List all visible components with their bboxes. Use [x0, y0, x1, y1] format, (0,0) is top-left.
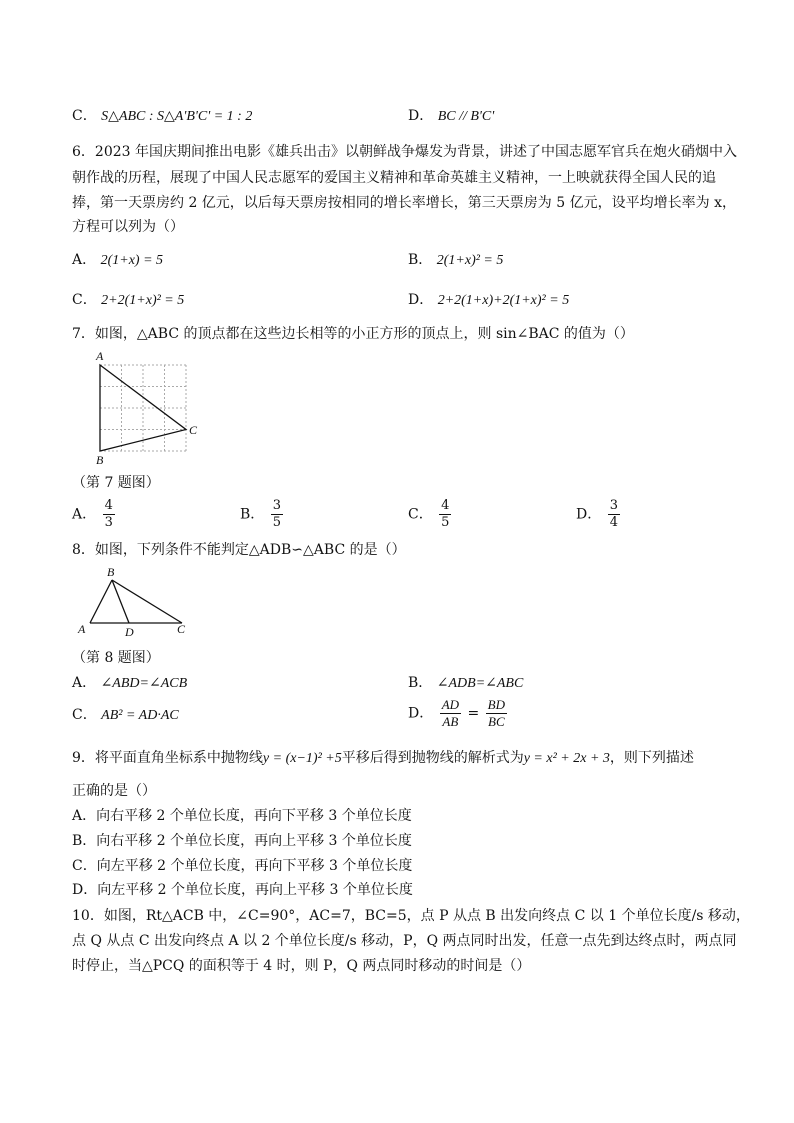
- q7-label-c: C: [189, 423, 198, 437]
- option-label: A．: [72, 675, 97, 691]
- option-math: ∠ADB=∠ABC: [436, 676, 524, 691]
- q7-option-d: [576, 498, 622, 531]
- q9-option-d: D．向左平移 2 个单位长度，再向上平移 3 个单位长度: [72, 882, 413, 898]
- numerator: AD: [441, 697, 460, 712]
- q7-label-b: B: [96, 453, 104, 467]
- q8-option-d: [408, 697, 509, 730]
- option-math: 2(1+x)² = 5: [436, 253, 504, 268]
- q6-option-d: [408, 290, 569, 311]
- q6-option-a: [72, 250, 163, 271]
- fraction: [439, 498, 451, 531]
- q8-label-b: B: [107, 565, 115, 579]
- q6-line-3: 捧，第一天票房约 2 亿元，以后每天票房按相同的增长率增长，第三天票房为 5 亿元，设平均增长率为 x，: [72, 195, 736, 211]
- q8-option-b: [408, 673, 523, 694]
- text-segment: ，则下列描述: [609, 750, 694, 766]
- numerator: 4: [104, 498, 113, 513]
- option-math: 2+2(1+x)+2(1+x)² = 5: [437, 293, 570, 308]
- option-label: B．: [408, 675, 433, 691]
- q7-label-a: A: [96, 349, 104, 363]
- q5-option-c: [72, 106, 252, 127]
- option-label: C．: [408, 506, 433, 523]
- denominator: 5: [272, 515, 282, 530]
- numerator: BD: [487, 697, 506, 712]
- fraction: [440, 697, 461, 730]
- q7-grid: [100, 365, 186, 451]
- option-math: S△ABC : S△A'B'C' = 1 : 2: [101, 109, 253, 124]
- q9-option-c: C．向左平移 2 个单位长度，再向下平移 3 个单位长度: [72, 858, 413, 874]
- q8-stem: 8．如图，下列条件不能判定△ADB∽△ABC 的是（）: [72, 542, 406, 558]
- numerator: 3: [609, 498, 618, 513]
- q9-line-2: 正确的是（）: [72, 783, 156, 799]
- fraction: [103, 498, 115, 531]
- math-segment: y = (x−1)² +5: [262, 751, 342, 766]
- q8-option-a: [72, 673, 187, 694]
- q8-segment-bc: [112, 580, 182, 623]
- option-label: C．: [72, 292, 97, 308]
- numerator: 3: [272, 498, 282, 513]
- math-segment: y = x² + 2x + 3: [523, 751, 610, 766]
- q6-line-1: 6．2023 年国庆期间推出电影《雄兵出击》以朝鲜战争爆发为背景，讲述了中国志愿军官兵在炮火硝烟中入: [72, 144, 737, 160]
- q5-option-d: [408, 106, 494, 127]
- option-label: A．: [72, 506, 97, 523]
- option-label: D．: [576, 506, 602, 523]
- q8-figure: [72, 563, 202, 641]
- fraction: [486, 697, 507, 730]
- q6-option-c: [72, 290, 184, 311]
- q7-option-a: [72, 498, 117, 531]
- q10-line-3: 时停止，当△PCQ 的面积等于 4 时，则 P，Q 两点同时移动的时间是（）: [72, 958, 531, 974]
- option-label: D．: [408, 108, 434, 124]
- q6-line-4: 方程可以列为（）: [72, 219, 184, 235]
- text-segment: 9．将平面直角坐标系中抛物线: [72, 750, 263, 766]
- option-label: A．: [72, 252, 97, 268]
- numerator: 4: [441, 498, 450, 513]
- denominator: AB: [442, 714, 459, 729]
- q10-line-2: 点 Q 从点 C 出发向终点 A 以 2 个单位长度/s 移动，P，Q 两点同时出发，任意一点先到达终点时，两点同: [72, 933, 737, 949]
- q8-caption: （第 8 题图）: [72, 650, 160, 666]
- q8-segment-bd: [112, 580, 129, 623]
- option-math: 2+2(1+x)² = 5: [101, 293, 185, 308]
- q6-line-2: 朝作战的历程，展现了中国人民志愿军的爱国主义精神和革命英雄主义精神，一上映就获得全国人民的追: [72, 170, 716, 186]
- q8-option-c: [72, 705, 179, 726]
- q9-option-b: B．向右平移 2 个单位长度，再向上平移 3 个单位长度: [72, 833, 412, 849]
- denominator: BC: [488, 714, 505, 729]
- q6-option-b: [408, 250, 503, 271]
- q10-line-1: 10．如图，Rt△ACB 中，∠C=90°，AC=7，BC=5，点 P 从点 B 出发向终点 C 以 1 个单位长度/s 移动，: [72, 908, 750, 924]
- equals-sign: =: [467, 705, 480, 722]
- q7-option-b: [240, 498, 285, 531]
- option-math: BC // B'C': [437, 109, 495, 124]
- option-math: AB² = AD·AC: [101, 708, 179, 723]
- q8-label-a: A: [78, 622, 86, 636]
- option-label: D．: [408, 292, 434, 308]
- q8-segment-ab: [90, 580, 112, 623]
- q9-line-1: [72, 748, 694, 769]
- option-label: C．: [72, 707, 97, 723]
- option-label: B．: [408, 252, 433, 268]
- option-math: 2(1+x) = 5: [100, 253, 164, 268]
- denominator: 5: [441, 515, 450, 530]
- q8-label-d: D: [125, 625, 134, 639]
- text-segment: 平移后得到抛物线的解析式为: [341, 750, 524, 766]
- denominator: 4: [609, 515, 618, 530]
- q8-label-c: C: [177, 622, 186, 636]
- fraction: [271, 498, 283, 531]
- denominator: 3: [104, 515, 113, 530]
- option-label: B．: [240, 506, 265, 523]
- q7-figure: [72, 348, 212, 468]
- option-label: D．: [408, 705, 434, 722]
- option-math: ∠ABD=∠ACB: [100, 676, 188, 691]
- q9-option-a: A．向右平移 2 个单位长度，再向下平移 3 个单位长度: [72, 808, 412, 824]
- q7-stem: 7．如图，△ABC 的顶点都在这些边长相等的小正方形的顶点上，则 sin∠BAC 的值为（）: [72, 326, 634, 342]
- fraction: [608, 498, 620, 531]
- option-label: C．: [72, 108, 97, 124]
- q7-option-c: [408, 498, 453, 531]
- q7-caption: （第 7 题图）: [72, 475, 160, 491]
